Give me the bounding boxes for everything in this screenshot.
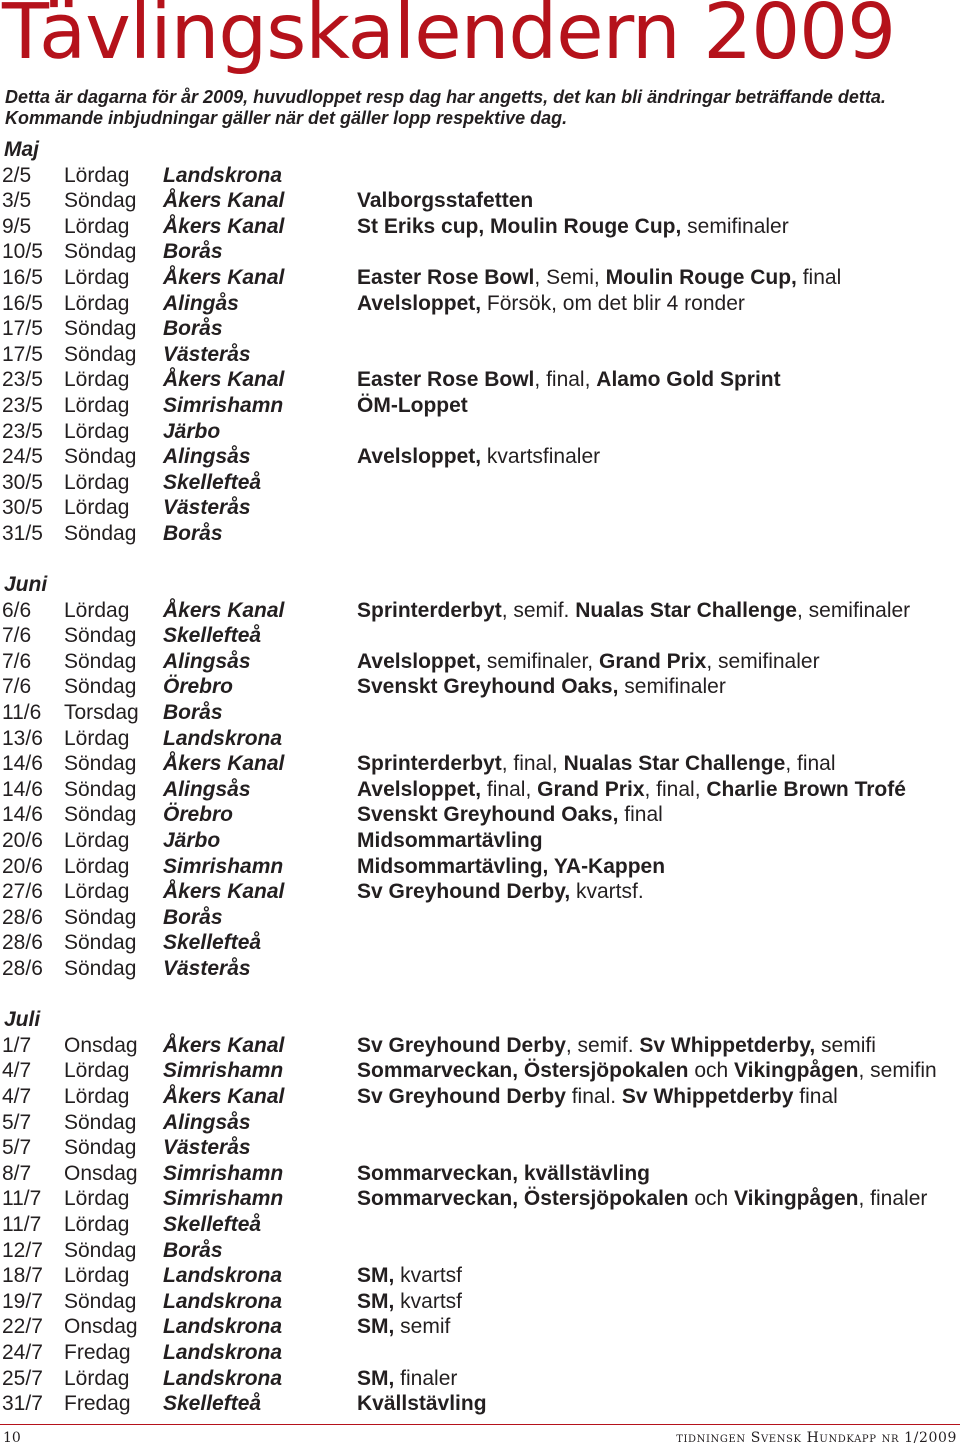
page-footer bbox=[0, 1424, 960, 1447]
event-place: Landskrona bbox=[163, 1366, 283, 1390]
event-name: Grand Prix bbox=[598, 649, 707, 673]
event-description bbox=[357, 444, 600, 470]
event-place: Borås bbox=[163, 240, 223, 264]
event-name: Midsommartävling bbox=[357, 829, 543, 853]
event-day: Söndag bbox=[64, 931, 137, 955]
event-date: 14/6 bbox=[2, 777, 43, 801]
event-date: 28/6 bbox=[2, 931, 43, 955]
event-day: Onsdag bbox=[64, 1033, 138, 1057]
calendar-row bbox=[0, 239, 960, 265]
event-date: 28/6 bbox=[2, 957, 43, 980]
calendar-row bbox=[0, 700, 960, 726]
event-day: Söndag bbox=[64, 777, 137, 801]
month-spacer bbox=[0, 547, 960, 573]
calendar-row bbox=[0, 419, 960, 445]
event-day: Lördag bbox=[64, 854, 130, 878]
event-date: 20/6 bbox=[2, 829, 43, 853]
calendar-row bbox=[0, 649, 960, 675]
event-detail: , semifinaler bbox=[706, 649, 820, 673]
event-name: Avelsloppet, bbox=[357, 777, 482, 801]
event-place: Skellefteå bbox=[163, 1392, 262, 1416]
event-day: Söndag bbox=[64, 752, 137, 776]
event-name: Sommarveckan, Östersjöpokalen bbox=[357, 1059, 689, 1083]
calendar-row bbox=[0, 188, 960, 214]
event-description bbox=[357, 1263, 462, 1289]
calendar-row bbox=[0, 444, 960, 470]
event-detail: final bbox=[793, 1084, 838, 1108]
event-detail: , Semi, bbox=[534, 265, 606, 289]
calendar-row bbox=[0, 828, 960, 854]
event-name: Svenskt Greyhound Oaks, bbox=[357, 675, 619, 699]
calendar-row bbox=[0, 1033, 960, 1059]
event-name: Svenskt Greyhound Oaks, bbox=[357, 803, 619, 827]
publication-name: tidningen Svensk Hundkapp nr 1/2009 bbox=[676, 1430, 957, 1446]
event-date: 24/7 bbox=[2, 1340, 43, 1364]
event-place: Åkers Kanal bbox=[163, 189, 285, 213]
calendar-row bbox=[0, 1212, 960, 1238]
calendar-row bbox=[0, 751, 960, 777]
event-detail: semifinaler bbox=[681, 214, 789, 238]
calendar-row bbox=[0, 802, 960, 828]
event-name: SM, bbox=[357, 1366, 395, 1390]
calendar-row bbox=[0, 214, 960, 240]
event-detail: och bbox=[688, 1059, 735, 1083]
event-name: Charlie Brown Trofé bbox=[706, 777, 906, 801]
calendar-row bbox=[0, 470, 960, 496]
event-date: 1/7 bbox=[2, 1033, 32, 1057]
event-place: Landskrona bbox=[163, 1264, 283, 1288]
event-name: Sv Whippetderby, bbox=[639, 1033, 816, 1057]
event-day: Lördag bbox=[64, 419, 130, 443]
event-description bbox=[357, 854, 665, 880]
event-name: Vikingpågen bbox=[734, 1187, 859, 1211]
event-day: Lördag bbox=[64, 163, 130, 187]
event-date: 7/6 bbox=[2, 624, 32, 648]
event-date: 11/7 bbox=[2, 1187, 42, 1211]
event-place: Landskrona bbox=[163, 1315, 283, 1339]
event-date: 22/7 bbox=[2, 1315, 43, 1339]
event-place: Västerås bbox=[163, 1136, 251, 1160]
event-name: ÖM-Loppet bbox=[357, 393, 468, 417]
calendar-row bbox=[0, 598, 960, 624]
event-detail: , final, bbox=[501, 752, 564, 776]
calendar-row bbox=[0, 495, 960, 521]
calendar-row bbox=[0, 265, 960, 291]
calendar-row bbox=[0, 163, 960, 189]
event-name: Sprinterderbyt bbox=[357, 598, 502, 622]
event-name: Sv Whippetderby bbox=[621, 1084, 794, 1108]
calendar-row bbox=[0, 1340, 960, 1366]
event-date: 14/6 bbox=[2, 803, 43, 827]
event-detail: , semif. bbox=[501, 598, 576, 622]
event-place: Landskrona bbox=[163, 726, 283, 750]
calendar-row bbox=[0, 1263, 960, 1289]
event-description bbox=[357, 802, 663, 828]
month-heading: Juli bbox=[4, 1008, 41, 1032]
event-name: Sv Greyhound Derby, bbox=[357, 880, 571, 904]
event-date: 7/6 bbox=[2, 675, 32, 699]
event-name: Sprinterderbyt bbox=[357, 752, 502, 776]
event-place: Västerås bbox=[163, 957, 251, 980]
event-day: Söndag bbox=[64, 317, 137, 341]
event-place: Västerås bbox=[163, 496, 251, 520]
event-name: SM, bbox=[357, 1315, 395, 1339]
event-place: Simrishamn bbox=[163, 1059, 284, 1083]
event-detail: kvartsf bbox=[394, 1264, 463, 1288]
event-date: 3/5 bbox=[2, 189, 32, 213]
event-day: Söndag bbox=[64, 624, 137, 648]
event-place: Västerås bbox=[163, 342, 251, 366]
event-place: Åkers Kanal bbox=[163, 214, 285, 238]
event-description bbox=[357, 598, 910, 624]
calendar-row bbox=[0, 342, 960, 368]
event-detail: final bbox=[796, 265, 842, 289]
event-day: Söndag bbox=[64, 445, 137, 469]
event-place: Åkers Kanal bbox=[163, 880, 285, 904]
month-heading: Juni bbox=[4, 573, 48, 597]
calendar-row bbox=[0, 1391, 960, 1417]
calendar-row bbox=[0, 905, 960, 931]
event-date: 6/6 bbox=[2, 598, 32, 622]
event-detail: final. bbox=[565, 1084, 622, 1108]
event-day: Fredag bbox=[64, 1340, 131, 1364]
event-date: 13/6 bbox=[2, 726, 43, 750]
event-date: 16/5 bbox=[2, 291, 43, 315]
event-place: Borås bbox=[163, 317, 223, 341]
event-date: 5/7 bbox=[2, 1110, 32, 1134]
event-place: Skellefteå bbox=[163, 624, 262, 648]
calendar-row bbox=[0, 623, 960, 649]
event-place: Borås bbox=[163, 701, 223, 725]
event-description bbox=[357, 291, 745, 317]
event-description bbox=[357, 828, 543, 854]
calendar-row bbox=[0, 1110, 960, 1136]
event-day: Lördag bbox=[64, 726, 130, 750]
event-name: SM, bbox=[357, 1264, 395, 1288]
event-name: Moulin Rouge Cup, bbox=[605, 265, 797, 289]
event-place: Borås bbox=[163, 905, 223, 929]
event-date: 25/7 bbox=[2, 1366, 43, 1390]
calendar-row bbox=[0, 930, 960, 956]
event-day: Onsdag bbox=[64, 1161, 138, 1185]
event-day: Lördag bbox=[64, 368, 130, 392]
event-detail: , final, bbox=[644, 777, 707, 801]
event-day: Söndag bbox=[64, 521, 137, 545]
event-date: 23/5 bbox=[2, 368, 43, 392]
event-detail: , semifin bbox=[858, 1059, 937, 1083]
event-day: Lördag bbox=[64, 1084, 130, 1108]
event-day: Lördag bbox=[64, 1187, 130, 1211]
event-day: Söndag bbox=[64, 1110, 137, 1134]
event-place: Alingsås bbox=[163, 777, 251, 801]
event-day: Fredag bbox=[64, 1392, 131, 1416]
event-description bbox=[357, 1161, 650, 1187]
event-day: Söndag bbox=[64, 189, 137, 213]
event-date: 28/6 bbox=[2, 905, 43, 929]
event-name: Easter Rose Bowl bbox=[357, 368, 535, 392]
event-date: 8/7 bbox=[2, 1161, 32, 1185]
event-description bbox=[357, 649, 820, 675]
event-name: Easter Rose Bowl bbox=[357, 265, 535, 289]
event-name: Midsommartävling, YA-Kappen bbox=[357, 854, 666, 878]
month-spacer bbox=[0, 982, 960, 1008]
event-day: Söndag bbox=[64, 905, 137, 929]
event-date: 31/5 bbox=[2, 521, 43, 545]
event-place: Simrishamn bbox=[163, 1187, 284, 1211]
event-day: Lördag bbox=[64, 393, 130, 417]
event-day: Söndag bbox=[64, 649, 137, 673]
event-name: Nualas Star Challenge bbox=[575, 598, 797, 622]
event-day: Lördag bbox=[64, 1366, 130, 1390]
event-date: 9/5 bbox=[2, 214, 32, 238]
event-name: Nualas Star Challenge bbox=[563, 752, 786, 776]
event-date: 27/6 bbox=[2, 880, 43, 904]
event-description bbox=[357, 265, 841, 291]
event-date: 24/5 bbox=[2, 445, 43, 469]
calendar-row bbox=[0, 956, 960, 982]
calendar-row bbox=[0, 393, 960, 419]
event-day: Söndag bbox=[64, 342, 137, 366]
event-place: Åkers Kanal bbox=[163, 1084, 285, 1108]
event-detail: , finaler bbox=[858, 1187, 928, 1211]
calendar-row bbox=[0, 1314, 960, 1340]
event-date: 18/7 bbox=[2, 1264, 43, 1288]
event-date: 31/7 bbox=[2, 1392, 43, 1416]
event-name: Valborgsstafetten bbox=[357, 189, 534, 213]
event-detail: och bbox=[688, 1187, 735, 1211]
event-day: Söndag bbox=[64, 675, 137, 699]
event-day: Söndag bbox=[64, 240, 137, 264]
event-description bbox=[357, 367, 781, 393]
event-day: Söndag bbox=[64, 1238, 137, 1262]
event-day: Lördag bbox=[64, 598, 130, 622]
event-day: Söndag bbox=[64, 1289, 137, 1313]
event-name: Sommarveckan, kvällstävling bbox=[357, 1161, 650, 1185]
event-day: Lördag bbox=[64, 1264, 130, 1288]
event-date: 11/7 bbox=[2, 1212, 42, 1236]
event-name: Sommarveckan, Östersjöpokalen bbox=[357, 1187, 689, 1211]
calendar-row bbox=[0, 854, 960, 880]
event-detail: kvartsf bbox=[394, 1289, 463, 1313]
calendar-row bbox=[0, 674, 960, 700]
event-description bbox=[357, 674, 726, 700]
event-description bbox=[357, 1314, 450, 1340]
event-description bbox=[357, 1084, 838, 1110]
event-date: 19/7 bbox=[2, 1289, 43, 1313]
event-detail: semif bbox=[394, 1315, 451, 1339]
event-date: 2/5 bbox=[2, 163, 32, 187]
event-day: Söndag bbox=[64, 1136, 137, 1160]
event-day: Lördag bbox=[64, 496, 130, 520]
event-date: 17/5 bbox=[2, 342, 43, 366]
event-date: 16/5 bbox=[2, 265, 43, 289]
event-description bbox=[357, 1033, 876, 1059]
event-date: 14/6 bbox=[2, 752, 43, 776]
calendar bbox=[0, 137, 960, 1417]
event-name: Sv Greyhound Derby bbox=[357, 1084, 566, 1108]
month-heading: Maj bbox=[4, 138, 40, 161]
event-place: Åkers Kanal bbox=[163, 265, 285, 289]
event-place: Skellefteå bbox=[163, 470, 262, 494]
event-detail: kvartsfinaler bbox=[481, 445, 601, 469]
event-place: Simrishamn bbox=[163, 1161, 284, 1185]
event-detail: semifinaler bbox=[618, 675, 726, 699]
event-place: Alingsås bbox=[163, 1110, 251, 1134]
event-day: Lördag bbox=[64, 265, 130, 289]
event-date: 30/5 bbox=[2, 496, 43, 520]
event-date: 7/6 bbox=[2, 649, 32, 673]
event-place: Åkers Kanal bbox=[163, 368, 285, 392]
event-date: 17/5 bbox=[2, 317, 43, 341]
event-date: 12/7 bbox=[2, 1238, 43, 1262]
event-place: Alingsås bbox=[163, 445, 251, 469]
calendar-row bbox=[0, 316, 960, 342]
event-detail: , semif. bbox=[565, 1033, 640, 1057]
event-description bbox=[357, 1186, 927, 1212]
event-name: Sv Greyhound Derby bbox=[357, 1033, 566, 1057]
event-date: 23/5 bbox=[2, 393, 43, 417]
event-date: 4/7 bbox=[2, 1059, 32, 1083]
calendar-row bbox=[0, 1084, 960, 1110]
event-date: 30/5 bbox=[2, 470, 43, 494]
event-description bbox=[357, 1366, 457, 1392]
event-place: Åkers Kanal bbox=[163, 752, 285, 776]
event-day: Lördag bbox=[64, 470, 130, 494]
event-name: SM, bbox=[357, 1289, 395, 1313]
event-day: Lördag bbox=[64, 1059, 130, 1083]
calendar-row bbox=[0, 1289, 960, 1315]
event-date: 4/7 bbox=[2, 1084, 32, 1108]
event-description bbox=[357, 188, 533, 214]
event-place: Järbo bbox=[163, 419, 221, 443]
calendar-row bbox=[0, 1135, 960, 1161]
event-day: Lördag bbox=[64, 1212, 130, 1236]
event-date: 10/5 bbox=[2, 240, 43, 264]
event-description bbox=[357, 214, 789, 240]
event-place: Skellefteå bbox=[163, 1212, 262, 1236]
event-day: Lördag bbox=[64, 214, 130, 238]
event-day: Lördag bbox=[64, 829, 130, 853]
calendar-row bbox=[0, 1161, 960, 1187]
event-place: Landskrona bbox=[163, 1289, 283, 1313]
calendar-row bbox=[0, 291, 960, 317]
event-place: Järbo bbox=[163, 829, 221, 853]
event-day: Lördag bbox=[64, 291, 130, 315]
event-place: Borås bbox=[163, 521, 223, 545]
event-day: Onsdag bbox=[64, 1315, 138, 1339]
event-day: Torsdag bbox=[64, 701, 139, 725]
event-detail: , semifinaler bbox=[796, 598, 911, 622]
event-date: 11/6 bbox=[2, 701, 42, 725]
intro-text: Detta är dagarna för år 2009, huvudloppet resp dag har angetts, det kan bli ändringar beträffande detta. Kommande inbjudningar gäller när det gäller lopp respektive dag. bbox=[5, 87, 886, 128]
event-description bbox=[357, 777, 906, 803]
event-place: Landskrona bbox=[163, 163, 283, 187]
event-name: Kvällstävling bbox=[357, 1392, 487, 1416]
event-name: Grand Prix bbox=[537, 777, 645, 801]
event-description bbox=[357, 751, 836, 777]
event-place: Landskrona bbox=[163, 1340, 283, 1364]
event-description bbox=[357, 1391, 487, 1417]
event-detail: final, bbox=[481, 777, 538, 801]
calendar-row bbox=[0, 1366, 960, 1392]
event-name: Avelsloppet, bbox=[357, 649, 482, 673]
event-place: Alingsås bbox=[163, 649, 251, 673]
event-detail: , final bbox=[785, 752, 836, 776]
event-name: Avelsloppet, bbox=[357, 445, 482, 469]
page-number: 10 bbox=[3, 1430, 21, 1446]
event-description bbox=[357, 1289, 462, 1315]
event-name: Vikingpågen bbox=[734, 1059, 859, 1083]
event-place: Borås bbox=[163, 1238, 223, 1262]
event-place: Örebro bbox=[163, 675, 234, 699]
event-description bbox=[357, 393, 468, 419]
event-name: St Eriks cup, Moulin Rouge Cup, bbox=[357, 214, 682, 238]
calendar-row bbox=[0, 367, 960, 393]
calendar-row bbox=[0, 879, 960, 905]
calendar-row bbox=[0, 1238, 960, 1264]
event-detail: final bbox=[618, 803, 663, 827]
calendar-row bbox=[0, 726, 960, 752]
calendar-row bbox=[0, 1058, 960, 1084]
event-date: 20/6 bbox=[2, 854, 43, 878]
event-detail: semifi bbox=[815, 1033, 876, 1057]
event-place: Åkers Kanal bbox=[163, 1033, 285, 1057]
event-description bbox=[357, 879, 644, 905]
calendar-row bbox=[0, 521, 960, 547]
event-place: Alingås bbox=[163, 291, 239, 315]
event-detail: , final, bbox=[534, 368, 597, 392]
event-place: Simrishamn bbox=[163, 393, 284, 417]
event-detail: kvartsf. bbox=[570, 880, 644, 904]
event-date: 5/7 bbox=[2, 1136, 32, 1160]
event-place: Åkers Kanal bbox=[163, 598, 285, 622]
event-day: Söndag bbox=[64, 803, 137, 827]
event-description bbox=[357, 1058, 937, 1084]
event-detail: finaler bbox=[394, 1366, 458, 1390]
event-place: Skellefteå bbox=[163, 931, 262, 955]
event-detail: semifinaler, bbox=[481, 649, 599, 673]
page-title: Tävlingskalendern 2009 bbox=[2, 0, 896, 77]
event-date: 23/5 bbox=[2, 419, 43, 443]
event-place: Örebro bbox=[163, 803, 234, 827]
calendar-row bbox=[0, 1186, 960, 1212]
event-name: Alamo Gold Sprint bbox=[596, 368, 781, 392]
event-name: Avelsloppet, bbox=[357, 291, 482, 315]
event-day: Söndag bbox=[64, 957, 137, 980]
event-day: Lördag bbox=[64, 880, 130, 904]
event-place: Simrishamn bbox=[163, 854, 284, 878]
event-detail: Försök, om det blir 4 ronder bbox=[481, 291, 745, 315]
calendar-row bbox=[0, 777, 960, 803]
